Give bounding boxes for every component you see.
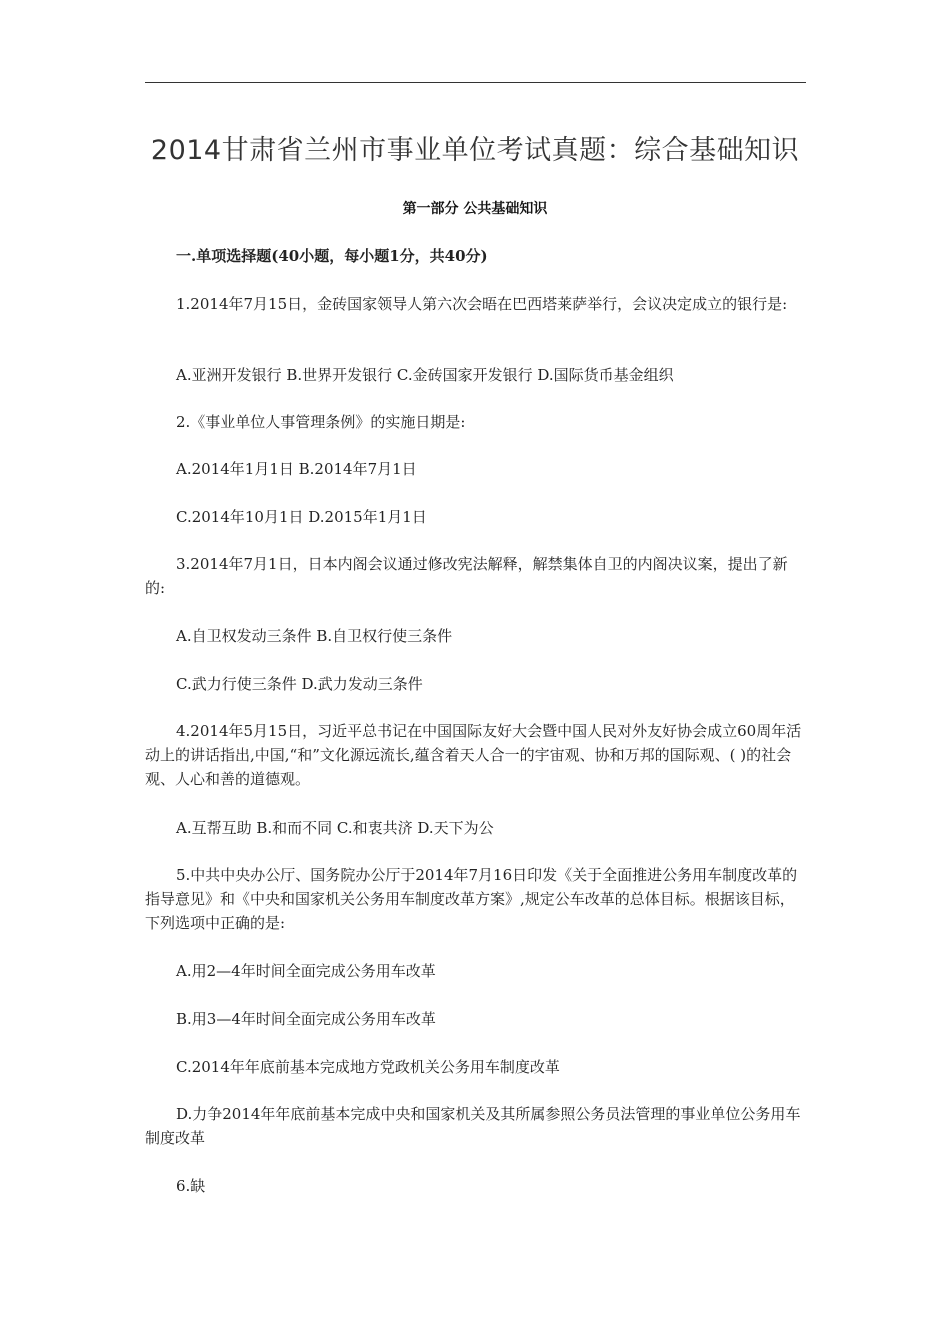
question-5-stem: 5.中共中央办公厅、国务院办公厅于2014年7月16日印发《关于全面推进公务用车制度改革的指导意见》和《中央和国家机关公务用车制度改革方案》,规定公车改革的总体目标。根据该目标，下列选项中正确的是: — [145, 866, 798, 932]
question-2-options-cd: C.2014年10月1日 D.2015年1月1日 — [176, 508, 427, 526]
question-1-options: A.亚洲开发银行 B.世界开发银行 C.金砖国家开发银行 D.国际货币基金组织 — [176, 366, 674, 384]
question-3-options-cd: C.武力行使三条件 D.武力发动三条件 — [176, 675, 423, 693]
header-rule — [145, 82, 806, 83]
page-title: 2014甘肃省兰州市事业单位考试真题：综合基础知识 — [150, 135, 800, 166]
question-5-option-d: D.力争2014年年底前基本完成中央和国家机关及其所属参照公务员法管理的事业单位公务用车制度改革 — [145, 1105, 801, 1147]
question-6-stem: 6.缺 — [176, 1177, 206, 1195]
part-heading: 第一部分 公共基础知识 — [402, 201, 548, 217]
question-2-stem: 2.《事业单位人事管理条例》的实施日期是: — [176, 413, 466, 431]
question-5-option-a: A.用2—4年时间全面完成公务用车改革 — [176, 962, 436, 980]
question-1-stem: 1.2014年7月15日，金砖国家领导人第六次会晤在巴西塔莱萨举行，会议决定成立的银行是: — [176, 295, 788, 313]
question-3-options-ab: A.自卫权发动三条件 B.自卫权行使三条件 — [176, 627, 453, 645]
question-4-options: A.互帮互助 B.和而不同 C.和衷共济 D.天下为公 — [176, 819, 494, 837]
question-4-stem: 4.2014年5月15日，习近平总书记在中国国际友好大会暨中国人民对外友好协会成立60周年活动上的讲话指出,中国,“和”文化源远流长,蕴含着天人合一的宇宙观、协和万邦的国际观、( )的社会观、人心和善的道德观。 — [145, 722, 802, 788]
question-2-options-ab: A.2014年1月1日 B.2014年7月1日 — [176, 460, 417, 478]
section-heading: 一.单项选择题(40小题，每小题1分，共40分) — [176, 247, 488, 265]
question-3-stem: 3.2014年7月1日，日本内阁会议通过修改宪法解释，解禁集体自卫的内阁决议案，提出了新的: — [145, 555, 788, 597]
question-5-option-c: C.2014年年底前基本完成地方党政机关公务用车制度改革 — [176, 1058, 560, 1076]
question-5-option-b: B.用3—4年时间全面完成公务用车改革 — [176, 1010, 436, 1028]
